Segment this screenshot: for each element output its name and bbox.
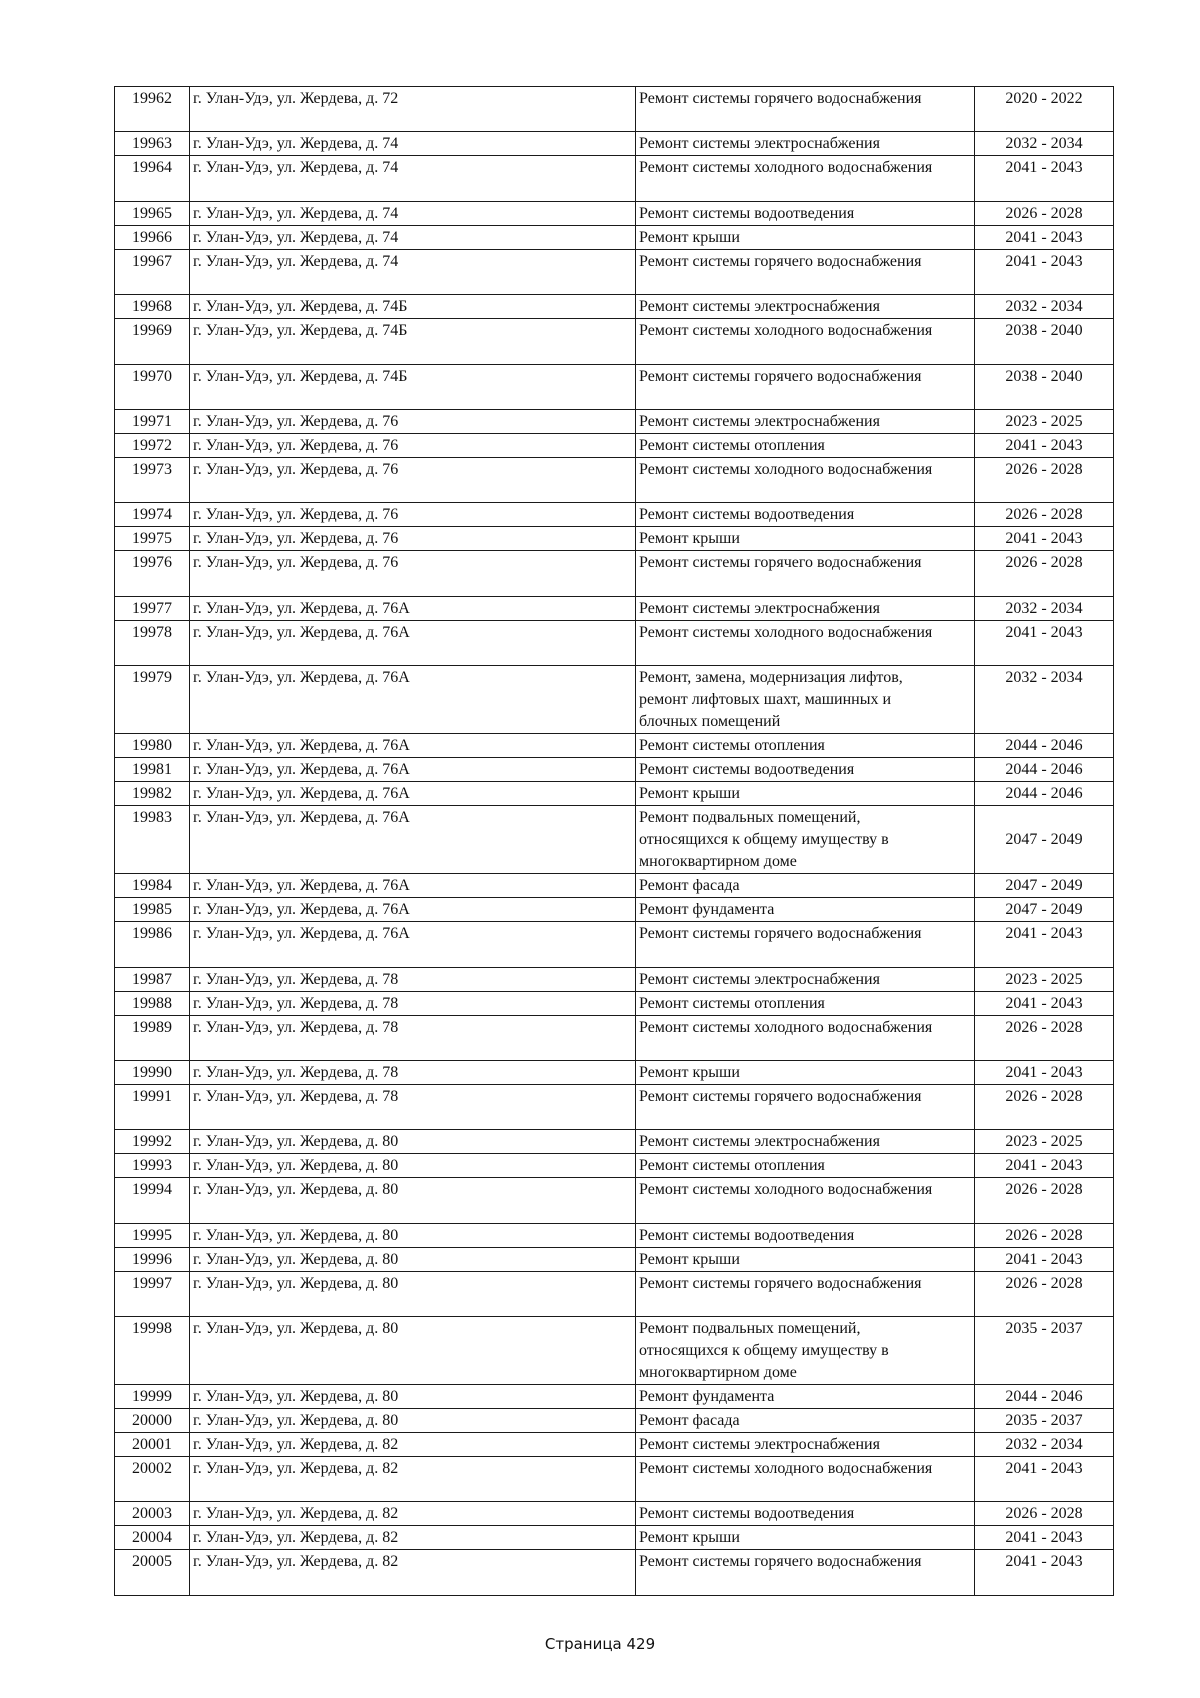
- work-type-cell: Ремонт системы водоотведения: [636, 503, 975, 527]
- table-row: [115, 758, 1114, 782]
- address-cell: г. Улан-Удэ, ул. Жердева, д. 74: [190, 156, 636, 201]
- period-cell: 2020 - 2022: [975, 87, 1114, 132]
- row-number-cell: 19988: [115, 991, 190, 1015]
- work-type-cell: Ремонт системы электроснабжения: [636, 596, 975, 620]
- table-row: [115, 806, 1114, 874]
- period-cell: 2026 - 2028: [975, 1223, 1114, 1247]
- period-cell: 2026 - 2028: [975, 1084, 1114, 1129]
- work-type-cell: Ремонт системы холодного водоснабжения: [636, 1178, 975, 1223]
- address-cell: г. Улан-Удэ, ул. Жердева, д. 74: [190, 201, 636, 225]
- address-cell: г. Улан-Удэ, ул. Жердева, д. 76: [190, 503, 636, 527]
- table-row: [115, 1015, 1114, 1060]
- address-cell: г. Улан-Удэ, ул. Жердева, д. 74: [190, 132, 636, 156]
- table-row: [115, 1317, 1114, 1385]
- row-number-cell: 19963: [115, 132, 190, 156]
- period-cell: 2047 - 2049: [975, 806, 1114, 874]
- work-type-cell: Ремонт системы электроснабжения: [636, 967, 975, 991]
- period-cell: 2032 - 2034: [975, 1433, 1114, 1457]
- table-row: [115, 409, 1114, 433]
- address-cell: г. Улан-Удэ, ул. Жердева, д. 82: [190, 1502, 636, 1526]
- row-number-cell: 19995: [115, 1223, 190, 1247]
- row-number-cell: 19987: [115, 967, 190, 991]
- work-type-cell: Ремонт системы холодного водоснабжения: [636, 156, 975, 201]
- period-cell: 2032 - 2034: [975, 596, 1114, 620]
- address-cell: г. Улан-Удэ, ул. Жердева, д. 78: [190, 967, 636, 991]
- row-number-cell: 20003: [115, 1502, 190, 1526]
- period-cell: 2044 - 2046: [975, 782, 1114, 806]
- table-row: [115, 1526, 1114, 1550]
- work-type-cell: Ремонт, замена, модернизация лифтов, ремонт лифтовых шахт, машинных и блочных помещений: [636, 666, 975, 734]
- row-number-cell: 20001: [115, 1433, 190, 1457]
- work-type-cell: Ремонт фундамента: [636, 898, 975, 922]
- work-type-cell: Ремонт системы отопления: [636, 1154, 975, 1178]
- row-number-cell: 19998: [115, 1317, 190, 1385]
- row-number-cell: 19964: [115, 156, 190, 201]
- row-number-cell: 19971: [115, 409, 190, 433]
- row-number-cell: 20000: [115, 1409, 190, 1433]
- table-row: [115, 156, 1114, 201]
- table-row: [115, 457, 1114, 502]
- work-type-cell: Ремонт крыши: [636, 225, 975, 249]
- row-number-cell: 20004: [115, 1526, 190, 1550]
- row-number-cell: 19985: [115, 898, 190, 922]
- row-number-cell: 19991: [115, 1084, 190, 1129]
- address-cell: г. Улан-Удэ, ул. Жердева, д. 76А: [190, 806, 636, 874]
- table-row: [115, 319, 1114, 364]
- work-type-cell: Ремонт системы горячего водоснабжения: [636, 551, 975, 596]
- work-type-cell: Ремонт системы горячего водоснабжения: [636, 87, 975, 132]
- row-number-cell: 19979: [115, 666, 190, 734]
- address-cell: г. Улан-Удэ, ул. Жердева, д. 76А: [190, 734, 636, 758]
- address-cell: г. Улан-Удэ, ул. Жердева, д. 80: [190, 1409, 636, 1433]
- address-cell: г. Улан-Удэ, ул. Жердева, д. 80: [190, 1385, 636, 1409]
- address-cell: г. Улан-Удэ, ул. Жердева, д. 78: [190, 991, 636, 1015]
- period-cell: 2035 - 2037: [975, 1317, 1114, 1385]
- row-number-cell: 19992: [115, 1130, 190, 1154]
- row-number-cell: 19984: [115, 874, 190, 898]
- work-type-cell: Ремонт крыши: [636, 1526, 975, 1550]
- work-type-cell: Ремонт системы водоотведения: [636, 201, 975, 225]
- work-type-cell: Ремонт системы водоотведения: [636, 1223, 975, 1247]
- table-row: [115, 1084, 1114, 1129]
- period-cell: 2026 - 2028: [975, 1015, 1114, 1060]
- row-number-cell: 19975: [115, 527, 190, 551]
- row-number-cell: 19965: [115, 201, 190, 225]
- table-row: [115, 1247, 1114, 1271]
- address-cell: г. Улан-Удэ, ул. Жердева, д. 76А: [190, 922, 636, 967]
- table-row: [115, 734, 1114, 758]
- table-row: [115, 527, 1114, 551]
- work-type-cell: Ремонт системы водоотведения: [636, 1502, 975, 1526]
- period-cell: 2026 - 2028: [975, 1178, 1114, 1223]
- row-number-cell: 19968: [115, 295, 190, 319]
- address-cell: г. Улан-Удэ, ул. Жердева, д. 78: [190, 1015, 636, 1060]
- address-cell: г. Улан-Удэ, ул. Жердева, д. 74Б: [190, 319, 636, 364]
- table-row: [115, 1060, 1114, 1084]
- row-number-cell: 19997: [115, 1271, 190, 1316]
- table-row: [115, 782, 1114, 806]
- work-type-cell: Ремонт системы холодного водоснабжения: [636, 1457, 975, 1502]
- address-cell: г. Улан-Удэ, ул. Жердева, д. 76А: [190, 620, 636, 665]
- period-cell: 2041 - 2043: [975, 1550, 1114, 1595]
- row-number-cell: 19980: [115, 734, 190, 758]
- address-cell: г. Улан-Удэ, ул. Жердева, д. 76: [190, 409, 636, 433]
- address-cell: г. Улан-Удэ, ул. Жердева, д. 82: [190, 1550, 636, 1595]
- address-cell: г. Улан-Удэ, ул. Жердева, д. 76: [190, 457, 636, 502]
- table-row: [115, 1502, 1114, 1526]
- work-type-cell: Ремонт системы отопления: [636, 734, 975, 758]
- table-row: [115, 1271, 1114, 1316]
- table-body: [115, 87, 1114, 1596]
- row-number-cell: 19994: [115, 1178, 190, 1223]
- period-cell: 2032 - 2034: [975, 295, 1114, 319]
- work-type-cell: Ремонт системы холодного водоснабжения: [636, 319, 975, 364]
- address-cell: г. Улан-Удэ, ул. Жердева, д. 76: [190, 527, 636, 551]
- period-cell: 2041 - 2043: [975, 156, 1114, 201]
- address-cell: г. Улан-Удэ, ул. Жердева, д. 80: [190, 1130, 636, 1154]
- work-type-cell: Ремонт системы электроснабжения: [636, 1433, 975, 1457]
- address-cell: г. Улан-Удэ, ул. Жердева, д. 72: [190, 87, 636, 132]
- row-number-cell: 19993: [115, 1154, 190, 1178]
- period-cell: 2038 - 2040: [975, 319, 1114, 364]
- table-row: [115, 225, 1114, 249]
- work-type-cell: Ремонт подвальных помещений, относящихся к общему имуществу в многоквартирном доме: [636, 806, 975, 874]
- address-cell: г. Улан-Удэ, ул. Жердева, д. 80: [190, 1223, 636, 1247]
- work-type-cell: Ремонт системы холодного водоснабжения: [636, 457, 975, 502]
- work-type-cell: Ремонт системы холодного водоснабжения: [636, 620, 975, 665]
- work-type-cell: Ремонт системы электроснабжения: [636, 132, 975, 156]
- table-row: [115, 1130, 1114, 1154]
- table-row: [115, 898, 1114, 922]
- page-number: Страница 429: [544, 1635, 656, 1653]
- period-cell: 2041 - 2043: [975, 1526, 1114, 1550]
- table-row: [115, 1385, 1114, 1409]
- row-number-cell: 19990: [115, 1060, 190, 1084]
- work-type-cell: Ремонт системы горячего водоснабжения: [636, 1271, 975, 1316]
- row-number-cell: 19962: [115, 87, 190, 132]
- period-cell: 2032 - 2034: [975, 666, 1114, 734]
- period-cell: 2041 - 2043: [975, 225, 1114, 249]
- table-row: [115, 433, 1114, 457]
- address-cell: г. Улан-Удэ, ул. Жердева, д. 74Б: [190, 364, 636, 409]
- table-row: [115, 596, 1114, 620]
- period-cell: 2041 - 2043: [975, 1247, 1114, 1271]
- work-type-cell: Ремонт крыши: [636, 1247, 975, 1271]
- address-cell: г. Улан-Удэ, ул. Жердева, д. 76А: [190, 874, 636, 898]
- work-type-cell: Ремонт системы горячего водоснабжения: [636, 1550, 975, 1595]
- work-type-cell: Ремонт системы горячего водоснабжения: [636, 364, 975, 409]
- period-cell: 2041 - 2043: [975, 922, 1114, 967]
- table-row: [115, 1154, 1114, 1178]
- row-number-cell: 19982: [115, 782, 190, 806]
- table-row: [115, 132, 1114, 156]
- address-cell: г. Улан-Удэ, ул. Жердева, д. 76: [190, 433, 636, 457]
- table-row: [115, 991, 1114, 1015]
- work-type-cell: Ремонт крыши: [636, 1060, 975, 1084]
- work-type-cell: Ремонт системы холодного водоснабжения: [636, 1015, 975, 1060]
- period-cell: 2041 - 2043: [975, 620, 1114, 665]
- work-type-cell: Ремонт системы электроснабжения: [636, 295, 975, 319]
- work-type-cell: Ремонт подвальных помещений, относящихся к общему имуществу в многоквартирном доме: [636, 1317, 975, 1385]
- table-row: [115, 922, 1114, 967]
- address-cell: г. Улан-Удэ, ул. Жердева, д. 76А: [190, 596, 636, 620]
- table-row: [115, 364, 1114, 409]
- period-cell: 2044 - 2046: [975, 734, 1114, 758]
- work-type-cell: Ремонт системы горячего водоснабжения: [636, 1084, 975, 1129]
- address-cell: г. Улан-Удэ, ул. Жердева, д. 82: [190, 1457, 636, 1502]
- table-row: [115, 1223, 1114, 1247]
- table-row: [115, 295, 1114, 319]
- period-cell: 2026 - 2028: [975, 1271, 1114, 1316]
- period-cell: 2026 - 2028: [975, 457, 1114, 502]
- row-number-cell: 19974: [115, 503, 190, 527]
- table-row: [115, 666, 1114, 734]
- work-type-cell: Ремонт фундамента: [636, 1385, 975, 1409]
- table-row: [115, 1409, 1114, 1433]
- address-cell: г. Улан-Удэ, ул. Жердева, д. 78: [190, 1060, 636, 1084]
- period-cell: 2041 - 2043: [975, 1154, 1114, 1178]
- repair-schedule-table: [114, 86, 1114, 1596]
- period-cell: 2023 - 2025: [975, 409, 1114, 433]
- period-cell: 2041 - 2043: [975, 249, 1114, 294]
- period-cell: 2041 - 2043: [975, 991, 1114, 1015]
- address-cell: г. Улан-Удэ, ул. Жердева, д. 80: [190, 1271, 636, 1316]
- period-cell: 2023 - 2025: [975, 1130, 1114, 1154]
- row-number-cell: 19977: [115, 596, 190, 620]
- period-cell: 2044 - 2046: [975, 758, 1114, 782]
- row-number-cell: 19973: [115, 457, 190, 502]
- work-type-cell: Ремонт системы отопления: [636, 991, 975, 1015]
- period-cell: 2041 - 2043: [975, 1457, 1114, 1502]
- period-cell: 2032 - 2034: [975, 132, 1114, 156]
- table-row: [115, 551, 1114, 596]
- address-cell: г. Улан-Удэ, ул. Жердева, д. 76А: [190, 898, 636, 922]
- row-number-cell: 19999: [115, 1385, 190, 1409]
- address-cell: г. Улан-Удэ, ул. Жердева, д. 80: [190, 1154, 636, 1178]
- row-number-cell: 19972: [115, 433, 190, 457]
- address-cell: г. Улан-Удэ, ул. Жердева, д. 80: [190, 1178, 636, 1223]
- period-cell: 2047 - 2049: [975, 874, 1114, 898]
- table-row: [115, 967, 1114, 991]
- table-row: [115, 1433, 1114, 1457]
- row-number-cell: 19970: [115, 364, 190, 409]
- address-cell: г. Улан-Удэ, ул. Жердева, д. 80: [190, 1247, 636, 1271]
- work-type-cell: Ремонт фасада: [636, 874, 975, 898]
- table-row: [115, 249, 1114, 294]
- period-cell: 2035 - 2037: [975, 1409, 1114, 1433]
- table-row: [115, 1457, 1114, 1502]
- table-row: [115, 87, 1114, 132]
- period-cell: 2047 - 2049: [975, 898, 1114, 922]
- row-number-cell: 19978: [115, 620, 190, 665]
- address-cell: г. Улан-Удэ, ул. Жердева, д. 76А: [190, 758, 636, 782]
- address-cell: г. Улан-Удэ, ул. Жердева, д. 74: [190, 225, 636, 249]
- period-cell: 2041 - 2043: [975, 1060, 1114, 1084]
- table-row: [115, 874, 1114, 898]
- address-cell: г. Улан-Удэ, ул. Жердева, д. 74: [190, 249, 636, 294]
- period-cell: 2026 - 2028: [975, 201, 1114, 225]
- period-cell: 2041 - 2043: [975, 527, 1114, 551]
- row-number-cell: 19983: [115, 806, 190, 874]
- address-cell: г. Улан-Удэ, ул. Жердева, д. 76А: [190, 666, 636, 734]
- row-number-cell: 19986: [115, 922, 190, 967]
- work-type-cell: Ремонт системы горячего водоснабжения: [636, 249, 975, 294]
- address-cell: г. Улан-Удэ, ул. Жердева, д. 82: [190, 1526, 636, 1550]
- row-number-cell: 19976: [115, 551, 190, 596]
- period-cell: 2026 - 2028: [975, 551, 1114, 596]
- work-type-cell: Ремонт системы электроснабжения: [636, 1130, 975, 1154]
- work-type-cell: Ремонт фасада: [636, 1409, 975, 1433]
- period-cell: 2041 - 2043: [975, 433, 1114, 457]
- row-number-cell: 20005: [115, 1550, 190, 1595]
- table-row: [115, 503, 1114, 527]
- period-cell: 2026 - 2028: [975, 1502, 1114, 1526]
- row-number-cell: 19966: [115, 225, 190, 249]
- row-number-cell: 19967: [115, 249, 190, 294]
- address-cell: г. Улан-Удэ, ул. Жердева, д. 80: [190, 1317, 636, 1385]
- address-cell: г. Улан-Удэ, ул. Жердева, д. 82: [190, 1433, 636, 1457]
- table-row: [115, 1178, 1114, 1223]
- work-type-cell: Ремонт крыши: [636, 782, 975, 806]
- address-cell: г. Улан-Удэ, ул. Жердева, д. 78: [190, 1084, 636, 1129]
- table-row: [115, 620, 1114, 665]
- work-type-cell: Ремонт системы электроснабжения: [636, 409, 975, 433]
- period-cell: 2044 - 2046: [975, 1385, 1114, 1409]
- work-type-cell: Ремонт системы водоотведения: [636, 758, 975, 782]
- period-cell: 2038 - 2040: [975, 364, 1114, 409]
- row-number-cell: 19981: [115, 758, 190, 782]
- row-number-cell: 19969: [115, 319, 190, 364]
- period-cell: 2023 - 2025: [975, 967, 1114, 991]
- row-number-cell: 20002: [115, 1457, 190, 1502]
- table-row: [115, 1550, 1114, 1595]
- work-type-cell: Ремонт крыши: [636, 527, 975, 551]
- address-cell: г. Улан-Удэ, ул. Жердева, д. 76: [190, 551, 636, 596]
- work-type-cell: Ремонт системы горячего водоснабжения: [636, 922, 975, 967]
- row-number-cell: 19989: [115, 1015, 190, 1060]
- period-cell: 2026 - 2028: [975, 503, 1114, 527]
- address-cell: г. Улан-Удэ, ул. Жердева, д. 76А: [190, 782, 636, 806]
- table-row: [115, 201, 1114, 225]
- work-type-cell: Ремонт системы отопления: [636, 433, 975, 457]
- row-number-cell: 19996: [115, 1247, 190, 1271]
- address-cell: г. Улан-Удэ, ул. Жердева, д. 74Б: [190, 295, 636, 319]
